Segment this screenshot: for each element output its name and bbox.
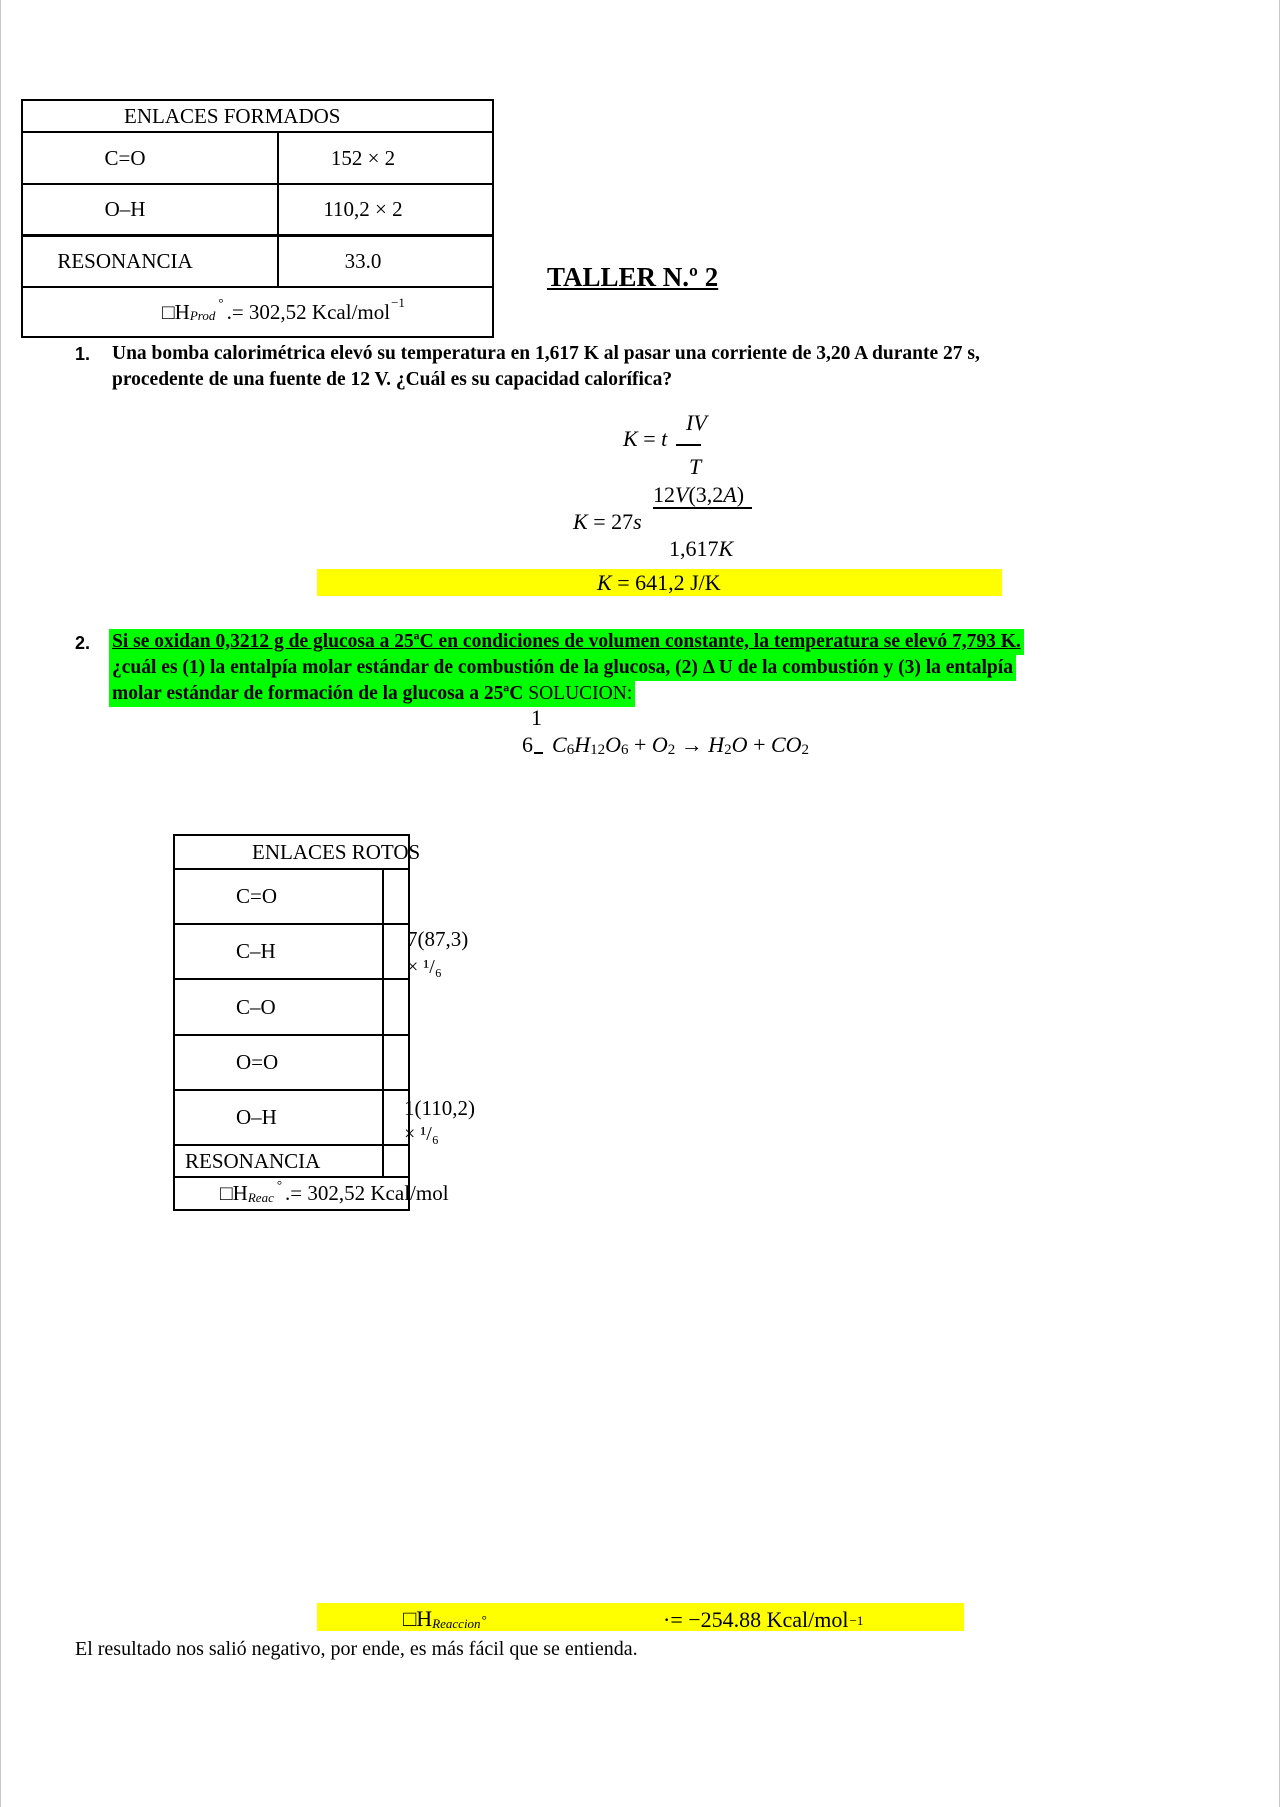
math-variable: T: [689, 454, 702, 479]
unit-exponent: −1: [391, 295, 405, 310]
chem-symbol: O: [605, 732, 621, 757]
bond-label: O–H: [236, 1105, 277, 1129]
page-title: TALLER N.º 2: [547, 262, 719, 292]
problem-text-line: Una bomba calorimétrica elevó su temperatura en 1,617 K al pasar una corriente de 3,20 A durante 27 s,: [112, 343, 980, 364]
math-variable: V: [675, 482, 689, 507]
problem-number: 2.: [75, 633, 91, 653]
bond-label: O=O: [236, 1050, 279, 1074]
enlaces-formados-table: [21, 99, 494, 338]
table-header: ENLACES FORMADOS: [124, 103, 341, 128]
reaction-equation: C6H12O6 + O2 → H2O + CO2: [552, 732, 810, 758]
coefficient-denominator: 6: [522, 732, 533, 757]
formula-denominator: [689, 454, 701, 480]
table-header: ENLACES ROTOS: [252, 839, 421, 864]
coefficient-numerator: 1: [531, 705, 542, 730]
bond-label: RESONANCIA: [185, 1148, 321, 1173]
chem-symbol: C: [552, 732, 567, 757]
chem-subscript: 2: [724, 742, 732, 758]
substitution-lhs: K = 27s: [573, 509, 642, 534]
delta-h-symbol: □H: [162, 299, 190, 324]
bond-label: C=O: [104, 145, 146, 170]
result-variable: K: [597, 570, 612, 595]
chem-symbol: O: [731, 732, 748, 757]
unit-exponent: −1: [849, 1613, 864, 1628]
chem-subscript: 12: [590, 742, 606, 758]
reaction-result-symbol: [403, 1606, 488, 1635]
bond-annotation: 1(110,2): [404, 1096, 475, 1120]
table-rule: [175, 1034, 408, 1036]
result-value: = 641,2 J/K: [617, 570, 721, 595]
bond-label: O–H: [104, 197, 146, 221]
problem-text-line: ¿cuál es (1) la entalpía molar estándar de combustión de la glucosa, (2) Δ U de la combustión y (3) la entalpía: [109, 655, 1016, 681]
formula-numerator: [686, 410, 707, 436]
bond-value: 33.0: [344, 249, 382, 273]
math-variable: K: [623, 426, 638, 451]
bond-annotation-factor: × ¹/₆: [404, 1123, 439, 1145]
chem-subscript: 2: [667, 742, 676, 758]
bond-annotation: 7(87,3): [407, 927, 469, 951]
chem-symbol: O: [651, 732, 668, 757]
column-divider: [277, 131, 279, 288]
chem-subscript: 6: [620, 742, 629, 758]
problem-text-line: procedente de una fuente de 12 V. ¿Cuál es su capacidad calorífica?: [112, 369, 673, 390]
column-divider: [382, 868, 384, 1178]
chem-symbol: H: [708, 732, 725, 757]
table-rule: [175, 923, 408, 925]
delta-h-symbol: □H: [220, 1181, 248, 1205]
delta-h-subscript: Prod: [189, 308, 216, 323]
total-value: .= 302,52 Kcal/mol: [226, 299, 391, 324]
problem-number: 1.: [75, 344, 91, 364]
substitution-numerator: 12V(3,2A): [653, 482, 745, 507]
delta-h-subscript: Reaccion: [432, 1616, 481, 1631]
table-rule: [175, 868, 408, 870]
bond-value: 152 × 2: [330, 145, 396, 170]
math-variable: s: [633, 509, 642, 534]
bond-annotation-factor: × ¹/₆: [407, 956, 442, 978]
math-variable: K: [573, 509, 588, 534]
math-variable: A: [723, 482, 737, 507]
delta-h-subscript: Reac: [247, 1189, 274, 1205]
degree-superscript: °: [481, 1612, 487, 1627]
degree-superscript: °: [276, 1176, 283, 1192]
math-variable: K: [718, 536, 734, 561]
chem-subscript: 2: [801, 742, 810, 758]
substitution-denominator: 1,617K: [669, 536, 734, 561]
result-equation: [597, 570, 721, 596]
conclusion-text: El resultado nos salió negativo, por ende, es más fácil que se entienda.: [75, 1638, 638, 1660]
bond-label: C=O: [236, 884, 278, 908]
table-rule: [175, 978, 408, 980]
formula-lhs: K = t: [623, 426, 668, 451]
chem-subscript: 6: [566, 742, 575, 758]
delta-h-symbol: □H: [403, 1606, 433, 1631]
degree-superscript: °: [218, 295, 224, 310]
bond-label: C–H: [236, 939, 276, 963]
problem-text-line: [109, 681, 635, 707]
bond-label: RESONANCIA: [57, 249, 193, 273]
chem-symbol: CO: [770, 732, 802, 757]
reaction-result-value: [663, 1607, 863, 1636]
bond-value: 110,2 × 2: [323, 197, 403, 221]
problem-text-segment: molar estándar de formación de la glucosa a 25ªC: [112, 683, 524, 704]
bond-label: C–O: [236, 994, 276, 1019]
solucion-label: SOLUCION:: [528, 683, 633, 704]
total-value: .= 302,52 Kcal/mol: [285, 1181, 449, 1205]
formados-total: [162, 288, 405, 336]
fraction-bar: [676, 444, 701, 446]
math-variable: IV: [686, 410, 707, 435]
result-value: ·= −254.88 Kcal/mol: [663, 1607, 849, 1632]
fraction-bar: [653, 507, 752, 509]
problem-text-line: Si se oxidan 0,3212 g de glucosa a 25ªC en condiciones de volumen constante, la temperatura se elevó 7,793 K.: [109, 629, 1024, 655]
fraction-bar: [534, 752, 543, 754]
chem-symbol: H: [574, 732, 591, 757]
rotos-total: [220, 1178, 449, 1209]
table-rule: [175, 1089, 408, 1091]
math-variable: t: [661, 426, 668, 451]
